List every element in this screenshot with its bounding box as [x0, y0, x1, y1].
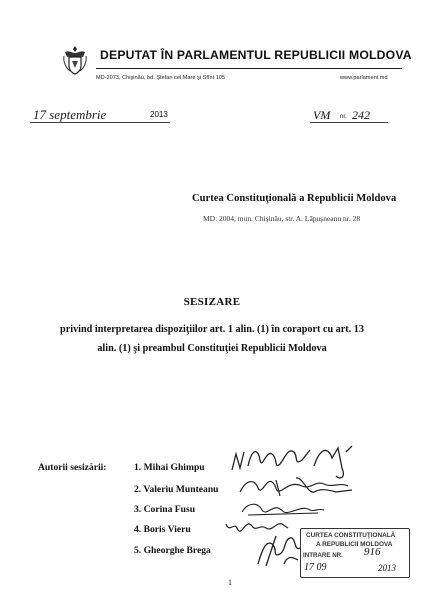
stamp-year: 2013 — [378, 563, 396, 573]
letterhead-address: MD-2073, Chişinău, bd. Ştefan cel Mare şi Sfînt 105 — [96, 75, 226, 81]
registration-series: VM — [313, 108, 331, 122]
author-3: 3. Corina Fusu — [134, 504, 196, 515]
author-5: 5. Gheorghe Brega — [134, 545, 211, 556]
signature-2 — [236, 472, 356, 500]
author-1: 1. Mihai Ghimpu — [134, 462, 205, 473]
registration-number: 242 — [352, 108, 370, 122]
stamp-line-1: CURTEA CONSTITUŢIONALĂ — [306, 532, 396, 539]
document-title: SESIZARE — [183, 296, 241, 308]
registration-nr-label: nr. — [340, 114, 347, 120]
author-4: 4. Boris Vieru — [134, 524, 191, 535]
author-2: 2. Valeriu Munteanu — [134, 484, 219, 495]
registration-date-underline — [30, 122, 170, 123]
document-subtitle-line-1: privind interpretarea dispoziţiilor art. 1 alin. (1) în coraport cu art. 13 — [60, 324, 364, 335]
stamp-date: 17 09 — [304, 562, 327, 573]
recipient-address: MD: 2004, mun. Chişinău, str. A. Lăpuşneanu nr. 28 — [203, 214, 361, 223]
stamp-number: 916 — [364, 546, 381, 558]
recipient-name: Curtea Constituţională a Republicii Moldova — [192, 193, 397, 204]
letterhead-website: www.parlament.md — [340, 75, 388, 81]
document-subtitle — [0, 320, 424, 358]
authors-label: Autorii sesizării: — [38, 462, 107, 473]
letterhead-title: DEPUTAT ÎN PARLAMENTUL REPUBLICII MOLDOVA — [100, 48, 412, 62]
registration-year: 2013 — [150, 110, 168, 119]
stamp-line-2: A REPUBLICII MOLDOVA — [316, 541, 393, 548]
page-number: 1 — [228, 578, 232, 587]
document-subtitle-line-2: alin. (1) şi preambul Constituţiei Republicii Moldova — [97, 343, 327, 354]
registration-date: 17 septembrie — [33, 107, 107, 122]
stamp-line-3: INTRARE NR. — [303, 552, 343, 559]
letterhead-divider — [96, 68, 402, 69]
coat-of-arms-icon — [62, 44, 88, 76]
registration-number-underline — [310, 122, 388, 123]
